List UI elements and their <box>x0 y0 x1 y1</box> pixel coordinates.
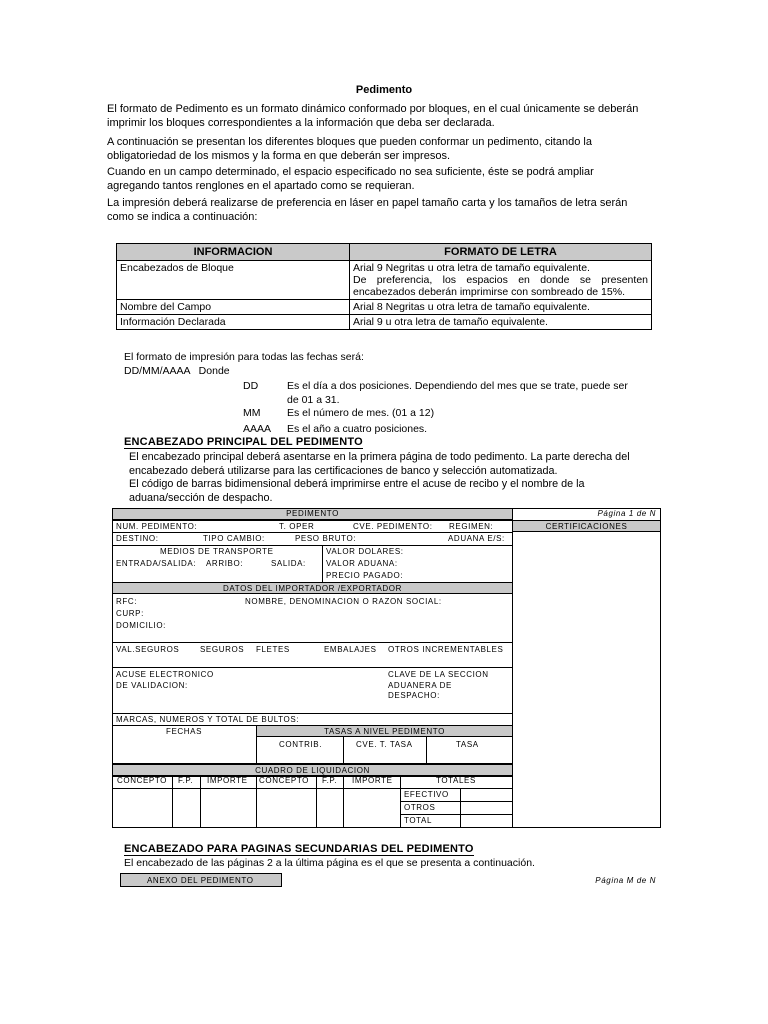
clave-seccion-label-3: DESPACHO: <box>388 691 440 700</box>
marcas-label: MARCAS, NUMEROS Y TOTAL DE BULTOS: <box>116 715 300 724</box>
rfc-label: RFC: <box>116 597 138 606</box>
form-certificaciones-box <box>512 508 661 828</box>
fp-label-1: F.P. <box>178 776 194 785</box>
importe-label-2: IMPORTE <box>352 776 393 785</box>
table-cell: Arial 9 Negritas u otra letra de tamaño equivalente. De preferencia, los espacios en donde se presenten encabezados deberán imprimirse con sombreado de 15%. <box>350 261 652 300</box>
val-seguros-label: VAL.SEGUROS <box>116 645 180 654</box>
dates-format: DD/MM/AAAA Donde <box>124 365 230 377</box>
total-label: TOTAL <box>404 816 433 825</box>
valor-dolares-label: VALOR DOLARES: <box>326 547 404 556</box>
destino-label: DESTINO: <box>116 534 159 543</box>
acuse-label-2: DE VALIDACION: <box>116 681 188 690</box>
valor-aduana-label: VALOR ADUANA: <box>326 559 398 568</box>
pedimento-label: PEDIMENTO <box>286 509 339 518</box>
aduana-label: ADUANA E/S: <box>448 534 505 543</box>
salida-label: SALIDA: <box>271 559 306 568</box>
table-cell: Nombre del Campo <box>117 300 350 315</box>
table-header-row <box>117 244 652 261</box>
cve-tasa-label: CVE. T. TASA <box>356 740 413 749</box>
pagina-mn-label: Página M de N <box>595 876 656 885</box>
peso-bruto-label: PESO BRUTO: <box>295 534 357 543</box>
table-row <box>117 261 652 300</box>
cve-pedimento-label: CVE. PEDIMENTO: <box>353 522 433 531</box>
precio-pagado-label: PRECIO PAGADO: <box>326 571 404 580</box>
date-code-dd: DD <box>243 380 259 392</box>
table-cell: Arial 8 Negritas u otra letra de tamaño equivalente. <box>350 300 652 315</box>
acuse-label-1: ACUSE ELECTRONICO <box>116 670 214 679</box>
clave-seccion-label-1: CLAVE DE LA SECCION <box>388 670 489 679</box>
table-row <box>117 300 652 315</box>
clave-seccion-label-2: ADUANERA DE <box>388 681 452 690</box>
domicilio-label: DOMICILIO: <box>116 621 167 630</box>
importe-label-1: IMPORTE <box>207 776 248 785</box>
header-informacion: INFORMACION <box>117 244 350 261</box>
table-cell: Arial 9 u otra letra de tamaño equivalente. <box>350 315 652 330</box>
fp-label-2: F.P. <box>322 776 338 785</box>
table-cell: Encabezados de Bloque <box>117 261 350 300</box>
entrada-salida-label: ENTRADA/SALIDA: <box>116 559 197 568</box>
date-desc-aaaa: Es el año a cuatro posiciones. <box>287 423 428 435</box>
medios-transporte-label: MEDIOS DE TRANSPORTE <box>160 547 274 556</box>
fletes-label: FLETES <box>256 645 290 654</box>
table-cell: Información Declarada <box>117 315 350 330</box>
fechas-label: FECHAS <box>165 727 203 736</box>
t-oper-label: T. OPER <box>279 522 315 531</box>
secundarias-heading: ENCABEZADO PARA PAGINAS SECUNDARIAS DEL PEDIMENTO <box>124 843 474 855</box>
intro-paragraph-2: A continuación se presentan los diferentes bloques que pueden conformar un pedimento, citando la obligatoriedad de los mismos y la forma en que deberán ser impresos. <box>107 136 592 162</box>
font-format-table <box>116 243 652 330</box>
otros-label: OTROS <box>404 803 436 812</box>
datos-importador-label: DATOS DEL IMPORTADOR /EXPORTADOR <box>223 584 402 593</box>
tipo-cambio-label: TIPO CAMBIO: <box>203 534 265 543</box>
otros-incrementables-label: OTROS INCREMENTABLES <box>388 645 504 654</box>
arribo-label: ARRIBO: <box>206 559 244 568</box>
intro-paragraph-3: Cuando en un campo determinado, el espacio especificado no sea suficiente, éste se podrá ampliar agregando tantos renglones en el apartado como se requieran. <box>107 166 594 192</box>
header-formato: FORMATO DE LETRA <box>350 244 652 261</box>
certificaciones-label: CERTIFICACIONES <box>545 522 628 531</box>
pagina-label: Página 1 de N <box>597 509 656 518</box>
date-code-mm: MM <box>243 407 261 419</box>
dates-intro: El formato de impresión para todas las fechas será: <box>124 351 364 363</box>
date-desc-dd: Es el día a dos posiciones. Dependiendo del mes que se trate, puede ser de 01 a 31. <box>287 380 628 406</box>
intro-paragraph-4: La impresión deberá realizarse de preferencia en láser en papel tamaño carta y los tamaños de letra serán como se indica a continuación: <box>107 197 628 223</box>
concepto-label-1: CONCEPTO <box>117 776 167 785</box>
efectivo-label: EFECTIVO <box>404 790 449 799</box>
intro-paragraph-1: El formato de Pedimento es un formato dinámico conformado por bloques, en el cual únicamente se deberán imprimir los bloques correspondientes a la información que deba ser declarada. <box>107 103 639 129</box>
contrib-label: CONTRIB. <box>279 740 323 749</box>
tasas-label: TASAS A NIVEL PEDIMENTO <box>324 727 445 736</box>
cuadro-liquidacion-label: CUADRO DE LIQUIDACION <box>255 766 370 775</box>
curp-label: CURP: <box>116 609 144 618</box>
nombre-label: NOMBRE, DENOMINACION O RAZON SOCIAL: <box>245 597 442 606</box>
principal-heading: ENCABEZADO PRINCIPAL DEL PEDIMENTO <box>124 436 363 448</box>
principal-text: El encabezado principal deberá asentarse en la primera página de todo pedimento. La parte derecha del encabezado deberá utilizarse para las certificaciones de banco y selección automatizada. El código de barras bidimensional deberá imprimirse entre el acuse de recibo y el nombre de la aduana/sección de despacho. <box>129 451 630 504</box>
secundarias-text: El encabezado de las páginas 2 a la última página es el que se presenta a continuación. <box>124 857 535 869</box>
embalajes-label: EMBALAJES <box>324 645 377 654</box>
anexo-label: ANEXO DEL PEDIMENTO <box>147 876 254 885</box>
date-desc-mm: Es el número de mes. (01 a 12) <box>287 407 435 419</box>
page-title: Pedimento <box>355 84 413 96</box>
tasa-label: TASA <box>456 740 479 749</box>
table-row <box>117 315 652 330</box>
num-pedimento-label: NUM. PEDIMENTO: <box>116 522 198 531</box>
concepto-label-2: CONCEPTO <box>259 776 309 785</box>
date-code-aaaa: AAAA <box>243 423 272 435</box>
totales-label: TOTALES <box>436 776 476 785</box>
seguros-label: SEGUROS <box>200 645 245 654</box>
regimen-label: REGIMEN: <box>449 522 494 531</box>
